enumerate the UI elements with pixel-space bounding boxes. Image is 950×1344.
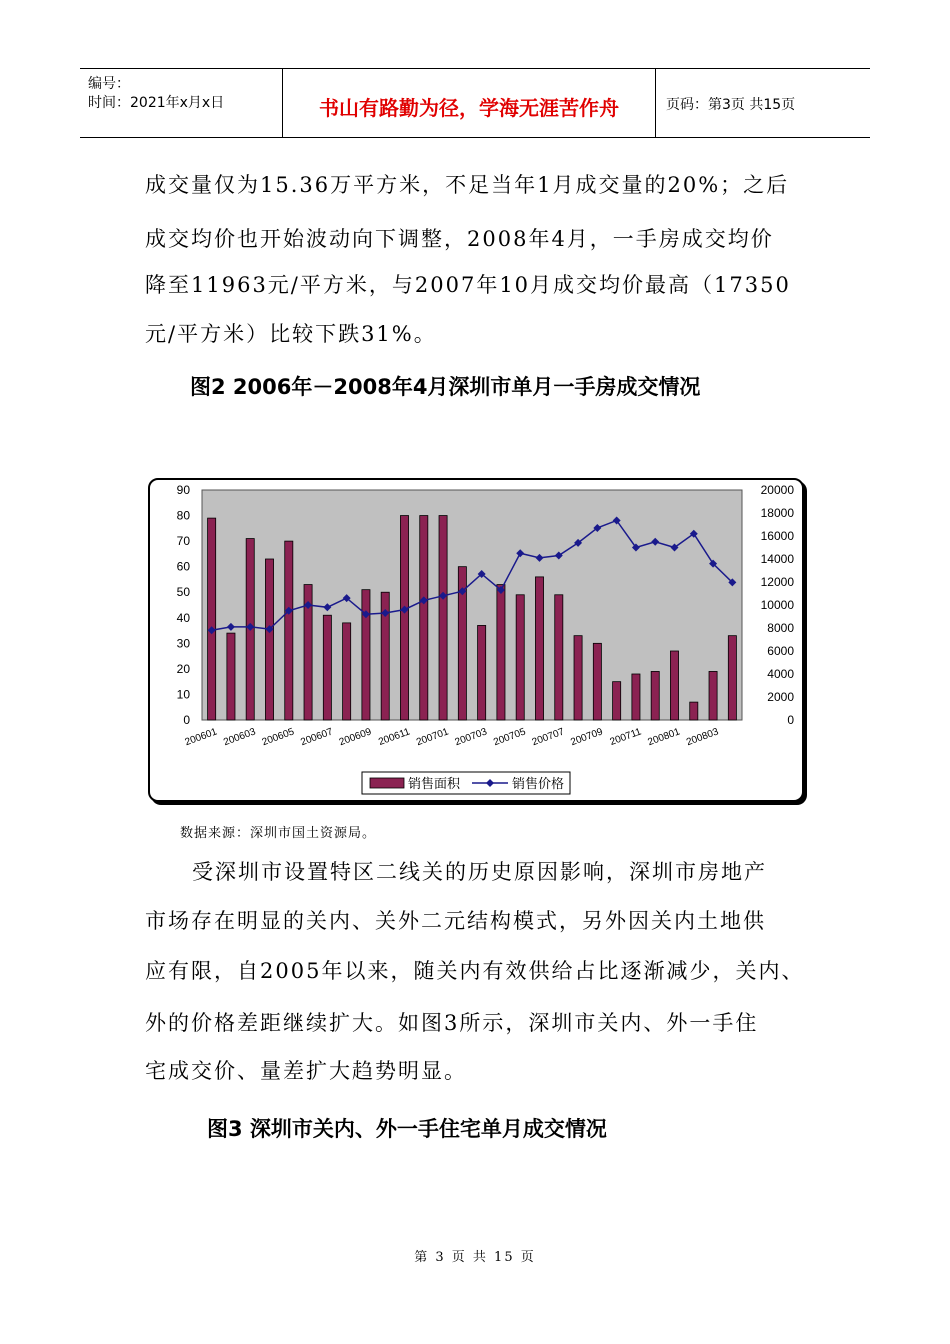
y-right-tick-label: 4000 <box>767 667 794 681</box>
bar <box>323 615 331 720</box>
paragraph-line: 外的价格差距继续扩大。如图3所示，深圳市关内、外一手住 <box>145 1011 759 1035</box>
bar <box>497 585 505 720</box>
bar <box>362 590 370 720</box>
x-tick-label: 200803 <box>684 726 721 749</box>
y-right-tick-label: 14000 <box>760 552 794 566</box>
x-tick-label: 200603 <box>222 726 258 749</box>
x-tick-label: 200607 <box>299 726 335 749</box>
motto-text: 书山有路勤为径，学海无涯苦作舟 <box>319 96 619 120</box>
header-motto-cell <box>283 69 656 137</box>
paragraph-line: 元/平方米）比较下跌31%。 <box>145 322 437 346</box>
bar <box>400 516 408 720</box>
bar <box>478 625 486 720</box>
y-left-tick-label: 0 <box>183 713 190 727</box>
y-right-tick-label: 18000 <box>760 506 794 520</box>
bar <box>439 516 447 720</box>
bar <box>670 651 678 720</box>
header-page-cell <box>656 69 870 137</box>
figure-2-title: 图2 2006年－2008年4月深圳市单月一手房成交情况 <box>190 375 701 399</box>
bar <box>632 674 640 720</box>
bar <box>651 671 659 720</box>
figure-3-title: 图3 深圳市关内、外一手住宅单月成交情况 <box>207 1117 607 1141</box>
bar <box>227 633 235 720</box>
legend-label: 销售面积 <box>408 777 461 792</box>
bar <box>343 623 351 720</box>
y-right-tick-label: 2000 <box>767 690 794 704</box>
bar <box>574 636 582 720</box>
bar <box>613 682 621 720</box>
legend-label: 销售价格 <box>512 777 565 792</box>
header-info-cell <box>80 69 283 137</box>
bar <box>555 595 563 720</box>
y-right-tick-label: 10000 <box>760 598 794 612</box>
chart-container <box>148 478 804 802</box>
y-left-tick-label: 40 <box>176 610 190 625</box>
bar <box>593 643 601 720</box>
x-tick-label: 200701 <box>414 726 451 749</box>
y-left-tick-label: 20 <box>176 661 190 676</box>
paragraph-line: 降至11963元/平方米，与2007年10月成交均价最高（17350 <box>145 273 791 297</box>
y-left-tick-label: 50 <box>176 585 190 600</box>
paragraph-line: 成交量仅为15.36万平方米，不足当年1月成交量的20%；之后 <box>145 173 790 197</box>
x-tick-label: 200609 <box>337 726 373 749</box>
page-footer: 第 3 页 共 15 页 <box>414 1250 536 1265</box>
x-tick-label: 200707 <box>530 726 566 749</box>
x-tick-label: 200709 <box>569 726 605 749</box>
plot-area <box>202 490 742 720</box>
bar <box>690 702 698 720</box>
combo-chart <box>150 480 802 800</box>
y-right-tick-label: 8000 <box>767 621 794 635</box>
date-label: 时间：2021年x月x日 <box>88 95 225 111</box>
bar <box>709 671 717 720</box>
page-label: 页码：第3页 共15页 <box>666 97 796 113</box>
y-left-tick-label: 60 <box>176 559 190 574</box>
y-left-tick-label: 70 <box>176 534 190 549</box>
y-right-tick-label: 12000 <box>760 575 794 589</box>
bar <box>285 541 293 720</box>
y-left-tick-label: 30 <box>176 636 190 651</box>
x-tick-label: 200801 <box>646 726 682 749</box>
x-tick-label: 200711 <box>608 726 643 748</box>
legend-swatch-area <box>370 778 404 788</box>
bar <box>420 516 428 720</box>
x-tick-label: 200601 <box>183 726 219 749</box>
page-header <box>80 68 870 138</box>
paragraph-line: 受深圳市设置特区二线关的历史原因影响，深圳市房地产 <box>192 860 767 884</box>
bar <box>516 595 524 720</box>
x-tick-label: 200705 <box>492 726 528 749</box>
y-left-tick-label: 90 <box>176 483 190 497</box>
x-tick-label: 200611 <box>377 726 412 748</box>
paragraph-line: 成交均价也开始波动向下调整，2008年4月，一手房成交均价 <box>145 227 774 251</box>
source-note: 数据来源：深圳市国土资源局。 <box>180 826 377 841</box>
y-left-tick-label: 10 <box>176 687 190 702</box>
y-right-tick-label: 6000 <box>767 644 794 658</box>
x-tick-label: 200605 <box>260 726 296 749</box>
bar <box>535 577 543 720</box>
y-right-tick-label: 16000 <box>760 529 794 543</box>
bar <box>265 559 273 720</box>
x-tick-label: 200703 <box>453 726 489 749</box>
paragraph-line: 宅成交价、量差扩大趋势明显。 <box>145 1059 467 1083</box>
bar <box>208 518 216 720</box>
bar <box>728 636 736 720</box>
paragraph-line: 市场存在明显的关内、关外二元结构模式，另外因关内土地供 <box>145 909 766 933</box>
paragraph-line: 应有限，自2005年以来，随关内有效供给占比逐渐减少，关内、 <box>145 959 805 983</box>
y-right-tick-label: 0 <box>787 713 794 727</box>
y-right-tick-label: 20000 <box>760 483 794 497</box>
y-left-tick-label: 80 <box>176 508 190 523</box>
number-label: 编号： <box>88 76 130 92</box>
